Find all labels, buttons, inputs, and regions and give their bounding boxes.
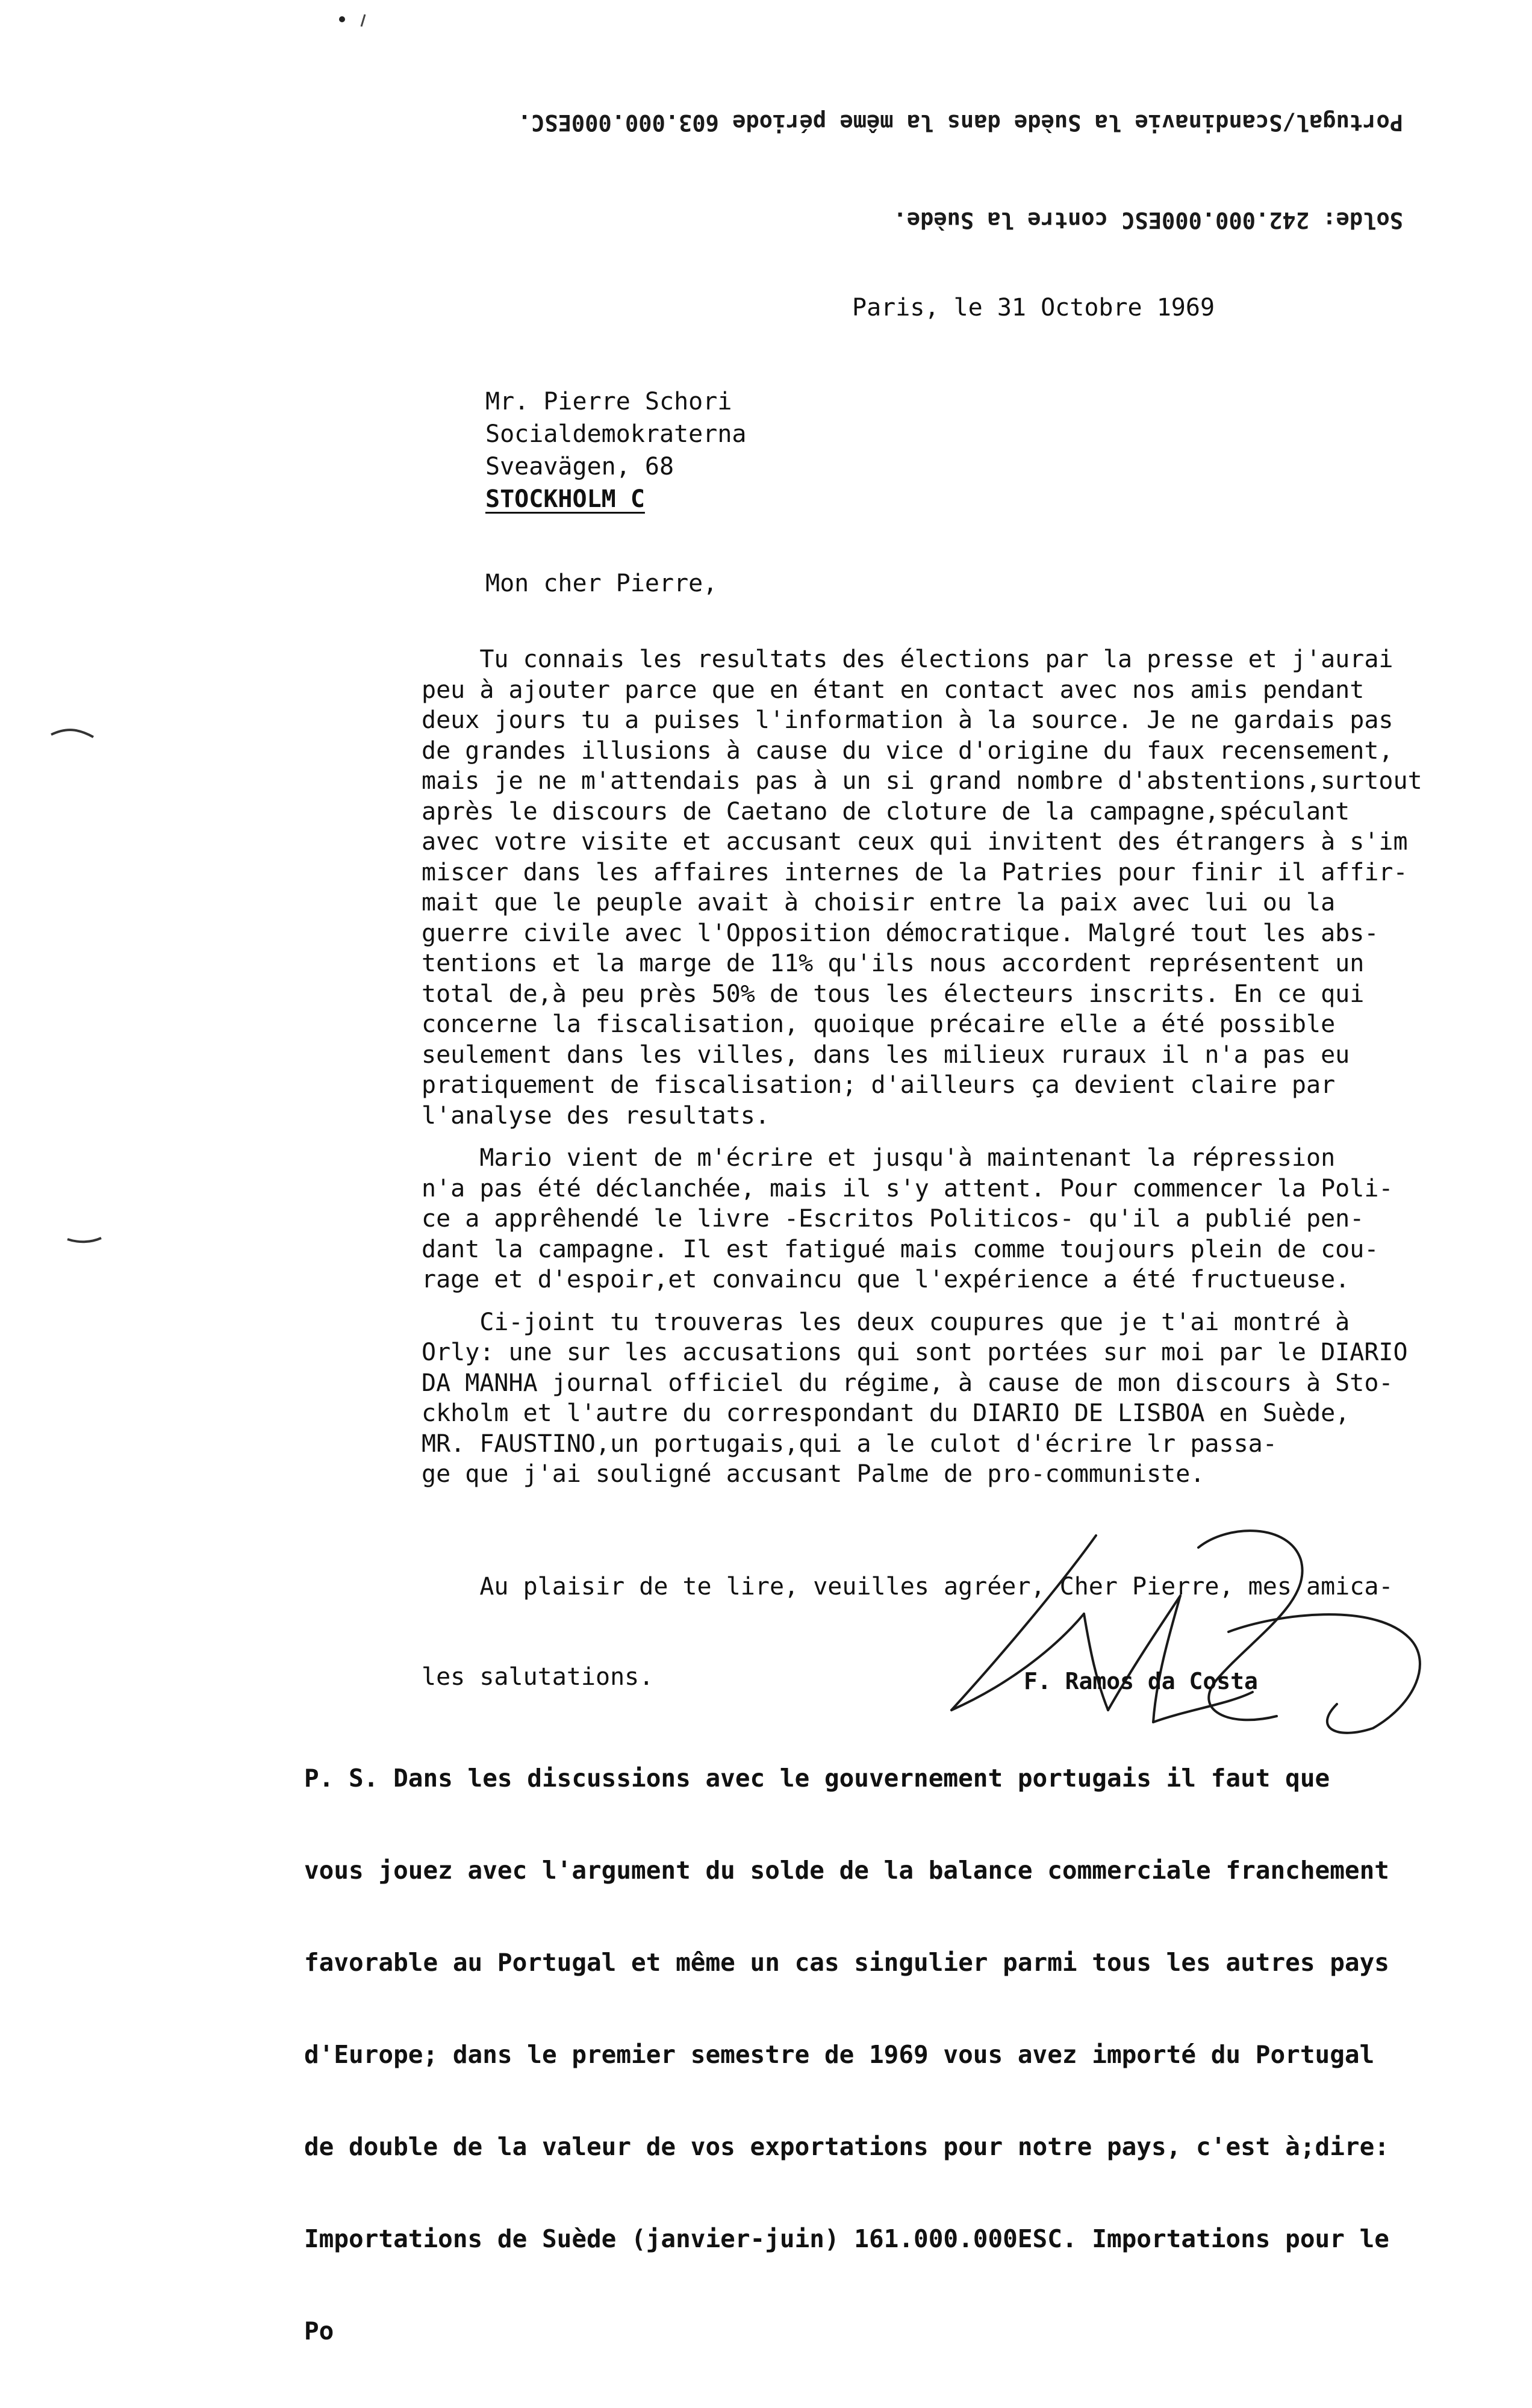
- body-line: rage et d'espoir,et convaincu que l'expérience a été fructueuse.: [422, 1266, 1350, 1293]
- body-line: deux jours tu a puises l'information à la source. Je ne gardais pas: [422, 706, 1393, 734]
- body-line: miscer dans les affaires internes de la Patries pour finir il affir-: [422, 858, 1408, 886]
- recipient-city: STOCKHOLM C: [485, 485, 645, 513]
- scan-speck: [337, 12, 373, 36]
- closing-line: Au plaisir de te lire, veuilles agréer, Cher Pierre, mes amica-: [422, 1573, 1393, 1601]
- body-line: après le discours de Caetano de cloture de la campagne,spéculant: [422, 797, 1350, 826]
- ps-line: Po: [304, 2316, 334, 2345]
- body-line: pratiquement de fiscalisation; d'ailleurs ça devient claire par: [422, 1071, 1336, 1099]
- mirrored-line-1: Portugal/Scandinavie la Suède dans la même période 603.000.000ESC.: [517, 110, 1403, 135]
- body-line: Ci-joint tu trouveras les deux coupures que je t'ai montré à: [422, 1308, 1350, 1336]
- body-line: DA MANHA journal officiel du régime, à cause de mon discours à Sto-: [422, 1369, 1393, 1397]
- body-line: l'analyse des resultats.: [422, 1101, 770, 1130]
- ps-line: P. S. Dans les discussions avec le gouvernement portugais il faut que: [304, 1764, 1330, 1793]
- recipient-street: Sveavägen, 68: [485, 453, 674, 481]
- recipient-name: Mr. Pierre Schori: [485, 388, 732, 415]
- body-line: mais je ne m'attendais pas à un si grand nombre d'abstentions,surtout: [422, 767, 1422, 795]
- paragraph-gap: [422, 1131, 1493, 1143]
- salutation: Mon cher Pierre,: [485, 570, 718, 597]
- ps-line: Importations de Suède (janvier-juin) 161.000.000ESC. Importations pour le: [304, 2224, 1389, 2253]
- body-line: n'a pas été déclanchée, mais il s'y attent. Pour commencer la Poli-: [422, 1174, 1393, 1202]
- body-line: mait que le peuple avait à choisir entre la paix avec lui ou la: [422, 889, 1336, 916]
- recipient-address: [485, 385, 746, 515]
- body-line: seulement dans les villes, dans les milieux ruraux il n'a pas eu: [422, 1041, 1350, 1069]
- recipient-organization: Socialdemokraterna: [485, 420, 747, 448]
- ps-line: favorable au Portugal et même un cas singulier parmi tous les autres pays: [304, 1948, 1389, 1977]
- body-line: avec votre visite et accusant ceux qui invitent des étrangers à s'im: [422, 828, 1408, 856]
- postscript: [304, 1702, 1509, 2408]
- body-line: ge que j'ai souligné accusant Palme de pro-communiste.: [422, 1460, 1205, 1488]
- paragraph-2: [422, 1143, 1493, 1295]
- ps-line: vous jouez avec l'argument du solde de la balance commerciale franchement: [304, 1856, 1389, 1885]
- ps-line: d'Europe; dans le premier semestre de 1969 vous avez importé du Portugal: [304, 2040, 1375, 2069]
- scan-speck: [66, 1234, 102, 1246]
- date-line: Paris, le 31 Octobre 1969: [852, 294, 1215, 322]
- body-line: Mario vient de m'écrire et jusqu'à maintenant la répression: [422, 1144, 1336, 1172]
- scan-speck: [48, 723, 96, 747]
- mirrored-line-2: Solde: 242.000.000ESC contre la Suède.: [893, 207, 1403, 233]
- paragraph-1: [422, 644, 1493, 1131]
- paragraph-gap: [422, 1295, 1493, 1307]
- body-line: peu à ajouter parce que en étant en contact avec nos amis pendant: [422, 676, 1365, 704]
- body-line: dant la campagne. Il est fatigué mais comme toujours plein de cou-: [422, 1235, 1379, 1263]
- letter-body: [422, 644, 1493, 1490]
- body-line: Orly: une sur les accusations qui sont portées sur moi par le DIARIO: [422, 1339, 1408, 1366]
- signer-name: F. Ramos da Costa: [1024, 1668, 1258, 1694]
- body-line: ce a apprêhendé le livre -Escritos Politicos- qu'il a publié pen-: [422, 1205, 1365, 1233]
- body-line: Tu connais les resultats des élections par la presse et j'aurai: [422, 646, 1393, 673]
- paragraph-3: [422, 1307, 1493, 1490]
- body-line: MR. FAUSTINO,un portugais,qui a le culot d'écrire lr passa-: [422, 1430, 1277, 1458]
- body-line: de grandes illusions à cause du vice d'origine du faux recensement,: [422, 736, 1393, 765]
- body-line: ckholm et l'autre du correspondant du DIARIO DE LISBOA en Suède,: [422, 1399, 1350, 1427]
- body-line: guerre civile avec l'Opposition démocratique. Malgré tout les abs-: [422, 919, 1379, 947]
- ps-line: de double de la valeur de vos exportations pour notre pays, c'est à;dire:: [304, 2132, 1389, 2161]
- body-line: tentions et la marge de 11% qu'ils nous accordent représentent un: [422, 950, 1365, 977]
- body-line: total de,à peu près 50% de tous les électeurs inscrits. En ce qui: [422, 980, 1365, 1008]
- body-line: concerne la fiscalisation, quoique précaire elle a été possible: [422, 1010, 1336, 1038]
- mirrored-header-text: [283, 41, 1403, 301]
- closing-line: les salutations.: [422, 1663, 654, 1691]
